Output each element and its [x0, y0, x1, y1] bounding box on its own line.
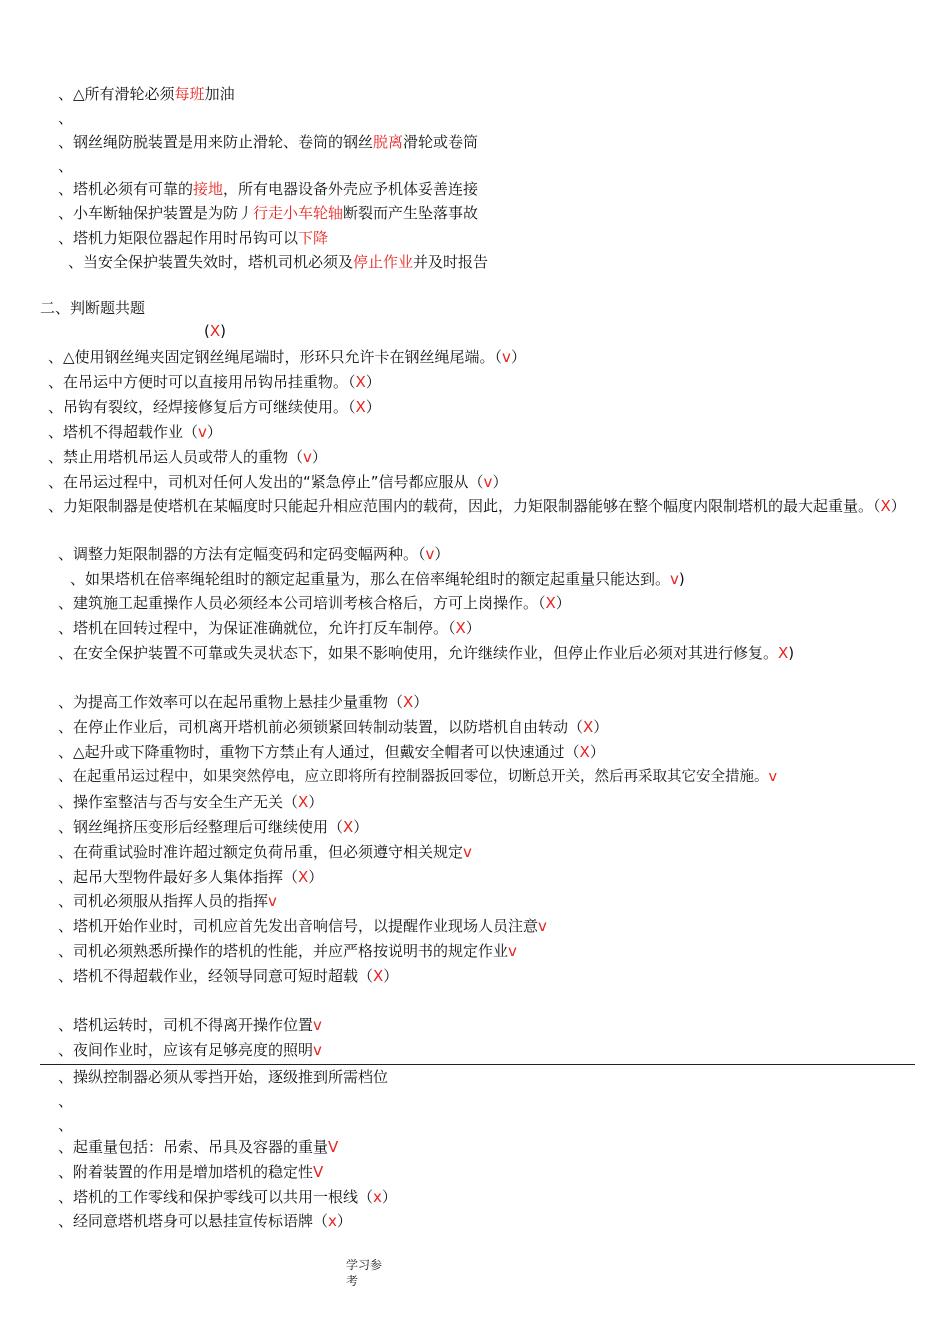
judge-item	[58, 717, 608, 737]
answer-mark: V	[328, 1138, 339, 1156]
judge-item	[58, 867, 323, 887]
orphan-answer-mark	[204, 321, 226, 341]
question-text: 、△起升或下降重物时，重物下方禁止有人通过，但戴安全帽者可以快速通过（	[58, 743, 580, 761]
answer-mark: v	[303, 448, 312, 466]
answer-mark: X	[880, 497, 891, 515]
answer-mark: X	[373, 967, 384, 985]
question-text: 、禁止用塔机吊运人员或带人的重物（	[48, 448, 304, 466]
answer-mark: x	[373, 1188, 382, 1206]
fill-answer: 下降	[298, 229, 329, 247]
question-text: 、如果塔机在倍率绳轮组时的额定起重量为，那么在倍率绳轮组时的额定起重量只能达到。	[70, 570, 671, 588]
question-text: 、力矩限制器是使塔机在某幅度时只能起升相应范围内的载荷，因此，力矩限制器能够在整个幅度内限制塔机的最大起重量。（	[48, 497, 881, 515]
question-text: 、在停止作业后，司机离开塔机前必须锁紧回转制动装置，以防塔机自由转动（	[58, 718, 584, 736]
judge-item	[58, 792, 323, 812]
bracket: ）	[308, 868, 324, 886]
answer-mark: X	[579, 743, 590, 761]
answer-mark: X	[298, 868, 309, 886]
fill-item-8	[68, 252, 488, 272]
judge-item	[58, 966, 398, 986]
bracket: ）	[336, 1212, 352, 1230]
question-text: 、夜间作业时，应该有足够亮度的照明	[58, 1041, 314, 1059]
question-text: 、塔机开始作业时，司机应首先发出音响信号，以提醒作业现场人员注意	[58, 917, 539, 935]
fill-text: 、塔机必须有可靠的	[58, 180, 194, 198]
answer-mark: X	[778, 644, 789, 662]
question-text: 、在荷重试验时准许超过额定负荷吊重，但必须遵守相关规定	[58, 843, 464, 861]
judge-item	[58, 941, 517, 961]
question-text: 、塔机不得超载作业（	[48, 423, 199, 441]
judge-item	[48, 372, 381, 392]
fill-text: 断裂而产生坠落事故	[343, 204, 479, 222]
answer-mark: v	[198, 423, 207, 441]
judge-item	[48, 347, 526, 367]
fill-text: ，所有电器设备外壳应予机体妥善连接	[223, 180, 479, 198]
footer-line-1: 学习参	[346, 1258, 383, 1272]
fill-text: 、△所有滑轮必须	[58, 85, 175, 103]
bracket: )	[220, 322, 226, 340]
fill-item-4: 、	[58, 157, 74, 175]
answer-mark: X	[455, 619, 466, 637]
bracket: ）	[311, 448, 327, 466]
answer-mark: X	[583, 718, 594, 736]
fill-item-7	[58, 228, 328, 248]
question-text: 、在安全保护装置不可靠或失灵状态下，如果不影响使用，允许继续作业，但停止作业后必须对其进行修复。	[58, 644, 779, 662]
bracket: ）	[555, 594, 571, 612]
fill-text: 并及时报告	[413, 253, 489, 271]
judge-item	[58, 817, 368, 837]
judge-item	[58, 842, 472, 862]
judge-item	[58, 1137, 338, 1157]
answer-mark: X	[403, 693, 414, 711]
judge-item	[48, 397, 381, 417]
question-text: 、吊钩有裂纹，经焊接修复后方可继续使用。（	[48, 398, 356, 416]
question-text: 、操作室整洁与否与安全生产无关（	[58, 793, 299, 811]
answer-mark: X	[298, 793, 309, 811]
judge-item	[40, 642, 910, 664]
question-text: 、附着装置的作用是增加塔机的稳定性	[58, 1163, 314, 1181]
fill-text: 加油	[204, 85, 235, 103]
footer-line-2: 考	[346, 1274, 359, 1288]
answer-mark: v	[425, 545, 435, 563]
fill-text: 、当安全保护装置失效时，塔机司机必须及	[68, 253, 354, 271]
answer-mark: v	[268, 892, 277, 910]
question-text: 、起重量包括：吊索、吊具及容器的重量	[58, 1138, 329, 1156]
bracket: (	[204, 322, 210, 340]
judge-item	[58, 1115, 73, 1135]
judge-item	[58, 742, 605, 762]
bracket: ）	[381, 1188, 397, 1206]
fill-answer: 脱离	[373, 133, 404, 151]
question-text: 、在吊运过程中，司机对任何人发出的“紧急停止”信号都应服从（	[48, 473, 484, 491]
question-text: 、△使用钢丝绳夹固定钢丝绳尾端时，形环只允许卡在钢丝绳尾端。（	[48, 348, 503, 366]
judge-item	[70, 569, 685, 589]
answer-mark: v	[670, 570, 679, 588]
question-text: 、	[58, 1116, 74, 1134]
answer-mark: v	[768, 769, 778, 785]
judge-item	[48, 447, 327, 467]
answer-mark: v	[313, 1041, 322, 1059]
judge-item	[58, 1211, 352, 1231]
answer-mark: v	[463, 843, 472, 861]
bracket: ）	[434, 545, 450, 563]
answer-mark: X	[545, 594, 556, 612]
bracket: )	[678, 570, 685, 588]
question-text: 、在起重吊运过程中，如果突然停电，应立即将所有控制器扳回零位，切断总开关，然后再采取其它安全措施。	[58, 769, 769, 785]
question-text: 、钢丝绳挤压变形后经整理后可继续使用（	[58, 818, 344, 836]
fill-answer: 每班	[174, 85, 205, 103]
bracket: ）	[492, 473, 508, 491]
fill-text: 滑轮或卷筒	[403, 133, 479, 151]
judge-item	[58, 692, 428, 712]
fill-item-6	[58, 203, 478, 223]
answer-mark: X	[355, 398, 366, 416]
bracket: ）	[589, 743, 605, 761]
section-title: 二、判断题共题	[40, 299, 146, 317]
judge-item	[40, 495, 910, 517]
judge-item	[58, 1040, 322, 1060]
answer-mark: v	[502, 348, 511, 366]
answer-mark: X	[355, 373, 366, 391]
fill-answer: 停止作业	[353, 253, 414, 271]
bracket: ）	[890, 497, 906, 515]
bracket: ）	[510, 348, 526, 366]
question-text: 、经同意塔机塔身可以悬挂宣传标语牌（	[58, 1212, 329, 1230]
bracket: ）	[206, 423, 222, 441]
judge-item	[58, 1015, 322, 1035]
answer-mark: x	[328, 1212, 337, 1230]
judge-item	[58, 1162, 323, 1182]
bracket: ）	[353, 818, 369, 836]
judge-item	[58, 1187, 397, 1207]
horizontal-divider	[40, 1064, 915, 1065]
fill-text: 、塔机力矩限位器起作用时吊钩可以	[58, 229, 299, 247]
question-text: 、建筑施工起重操作人员必须经本公司培训考核合格后，方可上岗操作。（	[58, 594, 546, 612]
judge-item	[58, 593, 571, 613]
judge-item	[58, 544, 449, 564]
judge-item	[58, 618, 481, 638]
judge-item	[58, 891, 277, 911]
judge-item	[58, 1091, 73, 1111]
question-text: 、塔机运转时，司机不得离开操作位置	[58, 1016, 314, 1034]
answer-mark: v	[483, 473, 493, 491]
judge-item	[58, 767, 777, 787]
judge-item	[48, 472, 507, 492]
judge-item	[58, 916, 547, 936]
question-text: 、司机必须服从指挥人员的指挥	[58, 892, 269, 910]
fill-item-2: 、	[58, 109, 74, 127]
fill-answer: 接地	[193, 180, 224, 198]
answer-mark: v	[538, 917, 547, 935]
bracket: ）	[308, 793, 324, 811]
answer-mark: X	[209, 322, 221, 340]
question-text: 、起吊大型物件最好多人集体指挥（	[58, 868, 299, 886]
question-text: 、塔机在回转过程中，为保证准确就位，允许打反车制停。（	[58, 619, 456, 637]
fill-item-5	[58, 179, 478, 199]
answer-mark: v	[508, 942, 517, 960]
question-text: 、调整力矩限制器的方法有定幅变码和定码变幅两种。（	[58, 545, 426, 563]
bracket: ）	[365, 373, 381, 391]
answer-mark: X	[343, 818, 354, 836]
question-text: 、司机必须熟悉所操作的塔机的性能，并应严格按说明书的规定作业	[58, 942, 509, 960]
question-text: 、为提高工作效率可以在起吊重物上悬挂少量重物（	[58, 693, 404, 711]
question-text: 、塔机的工作零线和保护零线可以共用一根线（	[58, 1188, 374, 1206]
bracket: )	[788, 644, 795, 662]
question-text: 、	[58, 1092, 74, 1110]
fill-item-3	[58, 132, 478, 152]
question-text: 、在吊运中方便时可以直接用吊钩吊挂重物。（	[48, 373, 356, 391]
answer-mark: V	[313, 1163, 324, 1181]
judge-item	[48, 422, 222, 442]
bracket: ）	[365, 398, 381, 416]
question-text: 、操纵控制器必须从零挡开始，逐级推到所需档位	[58, 1068, 389, 1086]
fill-text: 、钢丝绳防脱装置是用来防止滑轮、卷筒的钢丝	[58, 133, 374, 151]
answer-mark: v	[313, 1016, 322, 1034]
bracket: ）	[465, 619, 481, 637]
fill-answer: 行走小车轮轴	[253, 204, 344, 222]
bracket: ）	[383, 967, 399, 985]
judge-item	[58, 1067, 388, 1087]
fill-text: 、小车断轴保护装置是为防丿	[58, 204, 254, 222]
bracket: ）	[413, 693, 429, 711]
question-text: 、塔机不得超载作业，经领导同意可短时超载（	[58, 967, 374, 985]
bracket: ）	[593, 718, 609, 736]
fill-item-1	[58, 84, 235, 104]
